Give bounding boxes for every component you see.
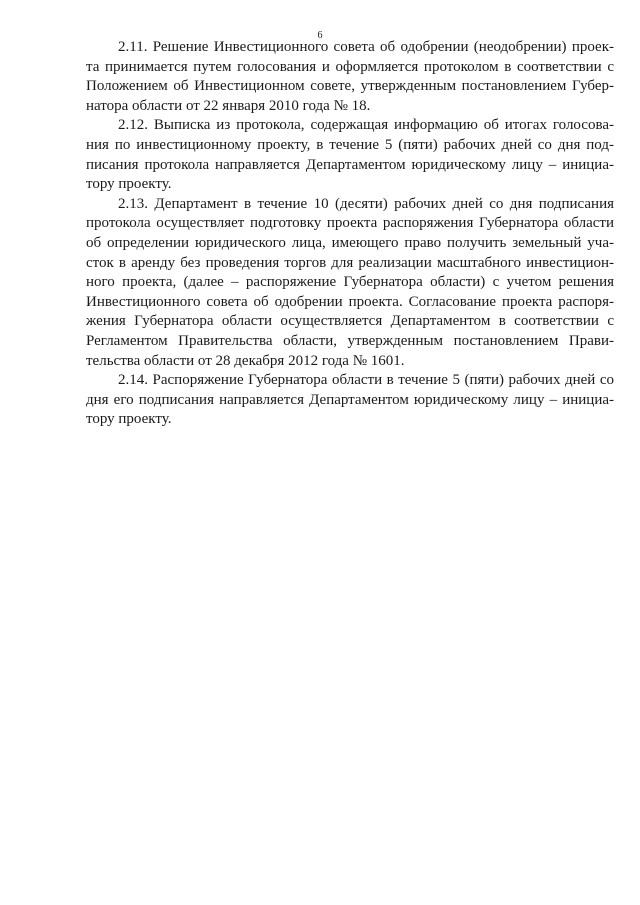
document-body: [86, 38, 614, 430]
paragraph-line: ния по инвестиционному проекту, в течение 5 (пяти) рабочих дней со дня под-: [86, 136, 614, 153]
paragraph-line: та принимается путем голосования и оформляется протоколом в соответствии с: [86, 58, 614, 75]
paragraph-line: сток в аренду без проведения торгов для реализации масштабного инвестицион-: [86, 254, 614, 271]
paragraph-line: жения Губернатора области осуществляется Департаментом в соответствии с: [86, 313, 614, 330]
page-number: 6: [317, 30, 323, 41]
paragraph-line: тору проекту.: [86, 411, 172, 428]
paragraph-line: об определении юридического лица, имеющего право получить земельный уча-: [86, 234, 614, 251]
paragraph-line: тельства области от 28 декабря 2012 года № 1601.: [86, 352, 405, 369]
paragraph-line: 2.12. Выписка из протокола, содержащая информацию об итогах голосова-: [118, 117, 614, 134]
paragraph-line: Положением об Инвестиционном совете, утвержденным постановлением Губер-: [86, 78, 614, 95]
paragraph-line: 2.11. Решение Инвестиционного совета об одобрении (неодобрении) проек-: [118, 39, 614, 55]
paragraph-2-13: [86, 195, 614, 371]
paragraph-2-14: [86, 371, 614, 430]
paragraph-line: протокола осуществляет подготовку проекта распоряжения Губернатора области: [86, 215, 614, 232]
paragraph-line: Регламентом Правительства области, утвержденным постановлением Прави-: [86, 332, 614, 349]
paragraph-line: писания протокола направляется Департаментом юридическому лицу – инициа-: [86, 156, 614, 173]
paragraph-line: ного проекта, (далее – распоряжение Губернатора области) с учетом решения: [86, 274, 614, 291]
paragraph-line: 2.13. Департамент в течение 10 (десяти) рабочих дней со дня подписания: [118, 195, 614, 212]
paragraph-line: Инвестиционного совета об одобрении проекта. Согласование проекта распоря-: [86, 293, 614, 310]
paragraph-line: дня его подписания направляется Департаментом юридическому лицу – инициа-: [86, 391, 614, 408]
paragraph-2-12: [86, 116, 614, 194]
paragraph-2-11: [86, 38, 614, 116]
paragraph-line: натора области от 22 января 2010 года № 18.: [86, 97, 371, 114]
paragraph-line: тору проекту.: [86, 176, 172, 193]
paragraph-line: 2.14. Распоряжение Губернатора области в течение 5 (пяти) рабочих дней со: [118, 372, 614, 389]
